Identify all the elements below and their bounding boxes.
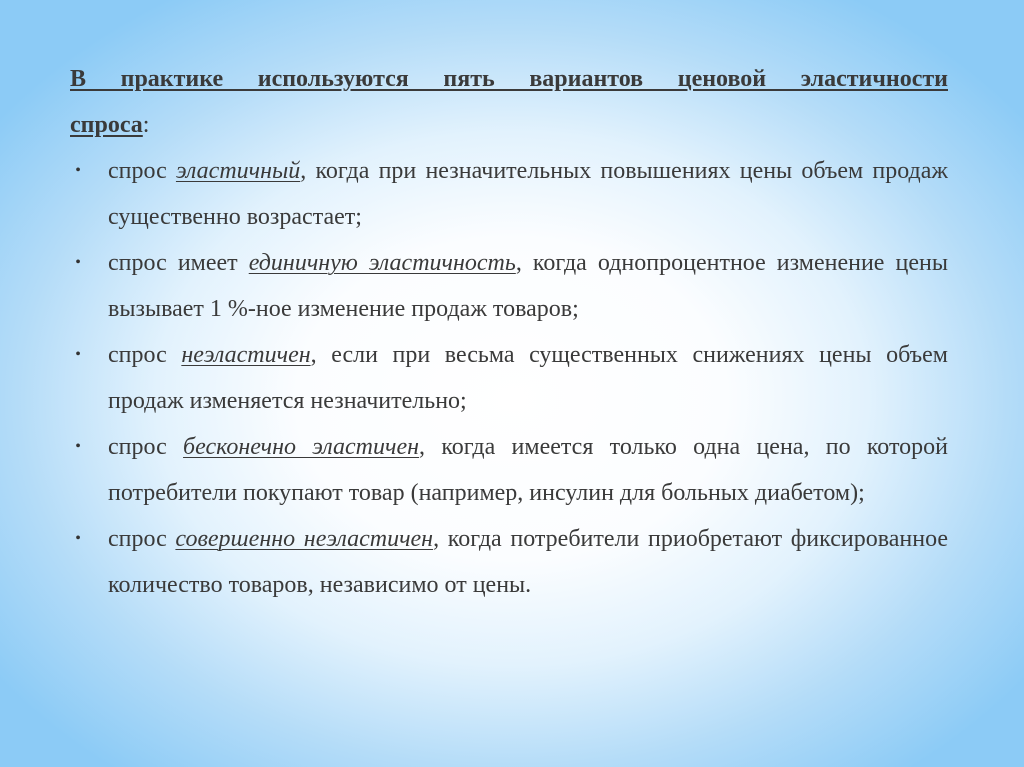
item-term: совершенно неэластичен [175,526,434,552]
bullet-icon: • [75,438,81,455]
intro-line-end [70,102,948,148]
list-item-perfectly-inelastic [70,516,948,608]
item-text: , когда потребители приобретают фиксированное количество товаров, независимо от цены. [108,526,949,598]
intro-colon: : [142,112,150,138]
item-term: бесконечно эластичен [183,434,420,460]
list-item-elastic [70,148,948,240]
elasticity-list [70,148,948,608]
item-term: неэластичен [181,342,311,368]
item-lead: спрос [108,342,182,368]
item-lead: спрос имеет [108,250,249,276]
item-text: , когда при незначительных повышениях цены объем продаж существенно возрастает; [108,158,949,230]
intro-heading-end: спроса [70,112,143,138]
item-lead: спрос [108,434,184,460]
item-lead: спрос [108,526,176,552]
slide-content [70,56,948,608]
item-text: , когда однопроцентное изменение цены вызывает 1 %-ное изменение продаж товаров; [108,250,948,322]
item-lead: спрос [108,158,176,184]
item-text: , если при весьма существенных снижениях цены объем продаж изменяется незначительно; [108,342,948,414]
bullet-icon: • [75,254,81,271]
intro-line [70,56,948,102]
item-term: эластичный [175,158,301,184]
bullet-icon: • [75,530,81,547]
bullet-icon: • [75,162,81,179]
list-item-unit-elastic [70,240,948,332]
list-item-perfectly-elastic [70,424,948,516]
item-term: единичную эластичность [248,250,516,276]
bullet-icon: • [75,346,81,363]
list-item-inelastic [70,332,948,424]
intro-heading-text: В практике используются пять вариантов ценовой эластичности [70,66,948,92]
item-text: , когда имеется только одна цена, по которой потребители покупают товар (например, инсулин для больных диабетом); [108,434,948,506]
